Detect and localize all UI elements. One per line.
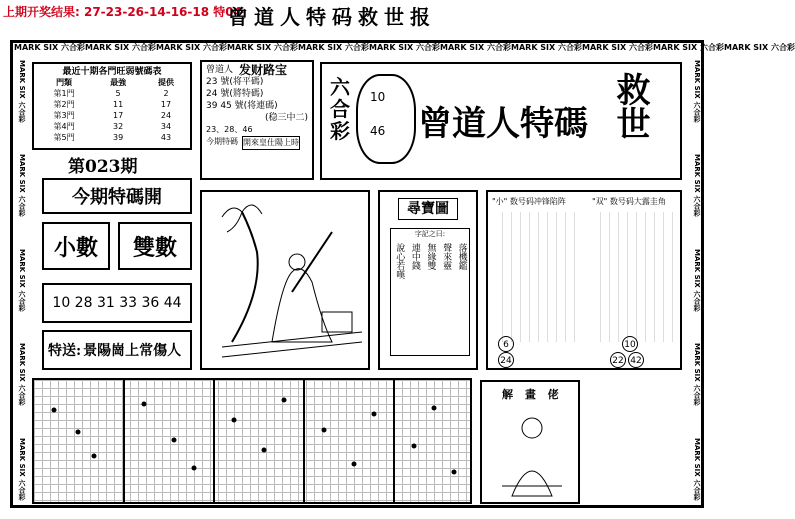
treasure-verse: 落機鑑: [456, 243, 467, 270]
logo-char: 合: [330, 97, 350, 121]
gourd-icon: [356, 74, 416, 164]
watermark: MARK SIX 六合彩: [693, 154, 701, 217]
freq-cell: 第3門: [53, 111, 75, 120]
freq-cell: 第1門: [53, 89, 75, 98]
freq-header: 門類: [56, 78, 73, 87]
freq-cell: 32: [112, 122, 124, 131]
watermark-left-column: [13, 60, 27, 500]
special-open-text: 今期特碼開: [72, 187, 162, 208]
treasure-verse: 連中錢: [409, 243, 420, 270]
treasure-box: [378, 190, 478, 370]
watermark: MARK SIX 六合彩: [724, 43, 795, 52]
freq-header: 最強: [110, 78, 127, 87]
watermark: MARK SIX 六合彩: [693, 343, 701, 406]
solver-title: 解 畫 佬: [502, 388, 563, 401]
tips-bottom: 今期特碼: [206, 137, 238, 146]
tips-subtitle: 发财路宝: [239, 63, 288, 77]
watermark: MARK SIX 六合彩: [369, 43, 440, 52]
number-circle: 42: [628, 352, 644, 368]
watermark: MARK SIX 六合彩: [18, 154, 26, 217]
watermark: MARK SIX 六合彩: [18, 437, 26, 500]
treasure-verse: 說心若嘆: [394, 243, 405, 279]
logo-number: 46: [370, 124, 386, 138]
solver-box: [480, 380, 580, 504]
right-text-col-right: [592, 212, 680, 342]
right-title-even: "双" 数号码大露圭角: [592, 197, 666, 206]
watermark: MARK SIX 六合彩: [14, 43, 85, 52]
tips-line: 39 45 號(将連碼): [206, 101, 278, 111]
freq-cell: 5: [115, 89, 121, 98]
feature-label: 特送:: [48, 343, 82, 359]
watermark: MARK SIX 六合彩: [18, 248, 26, 312]
watermark: MARK SIX 六合彩: [156, 43, 227, 52]
tips-bottom-note: 開來皇仕陽上時: [242, 136, 300, 150]
grid-marks: [34, 380, 470, 502]
option-label: 雙數: [132, 234, 177, 261]
freq-cell: 17: [160, 100, 172, 109]
frequency-table: [34, 77, 190, 143]
right-text-box: [486, 190, 682, 370]
treasure-scroll: [390, 228, 470, 356]
treasure-verse: 無緣雙: [425, 243, 436, 270]
watermark: MARK SIX 六合彩: [693, 60, 701, 123]
option-even: [118, 222, 192, 270]
treasure-small: 字記之曰:: [414, 230, 446, 238]
watermark: MARK SIX 六合彩: [18, 343, 26, 406]
page-title: 曾道人特码救世报: [228, 5, 436, 29]
tips-bottom-nums: 23、28、46: [206, 125, 253, 134]
watermark: MARK SIX 六合彩: [440, 43, 511, 52]
frequency-table-box: [32, 62, 192, 150]
logo-number: 10: [370, 90, 386, 104]
feature-box: [42, 330, 192, 370]
watermark-right-column: [688, 60, 702, 500]
watermark: MARK SIX 六合彩: [511, 43, 582, 52]
freq-cell: 43: [160, 133, 172, 142]
illustration-box: [200, 190, 370, 370]
right-text-col-left: [494, 212, 582, 342]
last-result-label: 上期开奖结果: 27-23-26-14-16-18 特04: [3, 5, 242, 19]
watermark: MARK SIX 六合彩: [693, 248, 701, 312]
logo-box: [320, 62, 682, 180]
number-circle: 22: [610, 352, 626, 368]
tips-title: 曾道人: [206, 65, 234, 75]
freq-cell: 11: [112, 100, 124, 109]
tips-line: 24 號(將特碼): [206, 89, 264, 99]
special-open-box: [42, 178, 192, 214]
numbers-box: [42, 283, 192, 323]
freq-cell: 39: [112, 133, 124, 142]
watermark-row: [14, 42, 795, 56]
watermark: MARK SIX 六合彩: [227, 43, 298, 52]
logo-char: 彩: [330, 119, 350, 143]
watermark: MARK SIX 六合彩: [18, 60, 26, 123]
scholar-illustration: [202, 192, 368, 368]
freq-cell: 第5門: [53, 133, 75, 142]
logo-big: 救世: [610, 72, 650, 140]
logo-char: 六: [330, 75, 350, 99]
freq-cell: 17: [112, 111, 124, 120]
top-bar: [0, 0, 720, 29]
number-circle: 10: [622, 336, 638, 352]
right-title-small: "小" 数号码冲锋陷阵: [492, 197, 566, 206]
table-row: [34, 132, 190, 143]
number-circle: 6: [498, 336, 514, 352]
treasure-title: 尋寶圖: [398, 198, 458, 220]
history-grid: [32, 378, 472, 504]
watermark: MARK SIX 六合彩: [582, 43, 653, 52]
freq-cell: 2: [163, 89, 169, 98]
table-row: [34, 110, 190, 121]
treasure-verse: 聲來靈: [441, 243, 452, 270]
tips-line: (稳三中二): [264, 113, 308, 123]
freq-header: 提供: [158, 78, 175, 87]
table-row: [34, 121, 190, 132]
watermark: MARK SIX 六合彩: [693, 437, 701, 500]
option-label: 小數: [53, 234, 98, 261]
freq-cell: 第4門: [53, 122, 75, 131]
table-row: [34, 88, 190, 99]
logo-title: 曾道人特碼: [418, 104, 588, 144]
numbers-list: 10 28 31 33 36 44: [52, 295, 182, 311]
frequency-table-title: 最近十期各門旺弱號碼表: [62, 67, 162, 77]
watermark: MARK SIX 六合彩: [653, 43, 724, 52]
freq-cell: 第2門: [53, 100, 75, 109]
freq-cell: 24: [160, 111, 172, 120]
feature-text: 景陽崗上常傷人: [83, 343, 182, 359]
number-circle: 24: [498, 352, 514, 368]
watermark: MARK SIX 六合彩: [85, 43, 156, 52]
tips-box: [200, 60, 314, 180]
freq-cell: 34: [160, 122, 172, 131]
option-small: [42, 222, 110, 270]
table-row: [34, 99, 190, 110]
tips-line: 23 號(将平碼): [206, 77, 264, 87]
logo-label: [330, 76, 352, 142]
solver-illustration: [492, 406, 572, 502]
issue-number: 第023期: [68, 157, 138, 177]
watermark: MARK SIX 六合彩: [298, 43, 369, 52]
